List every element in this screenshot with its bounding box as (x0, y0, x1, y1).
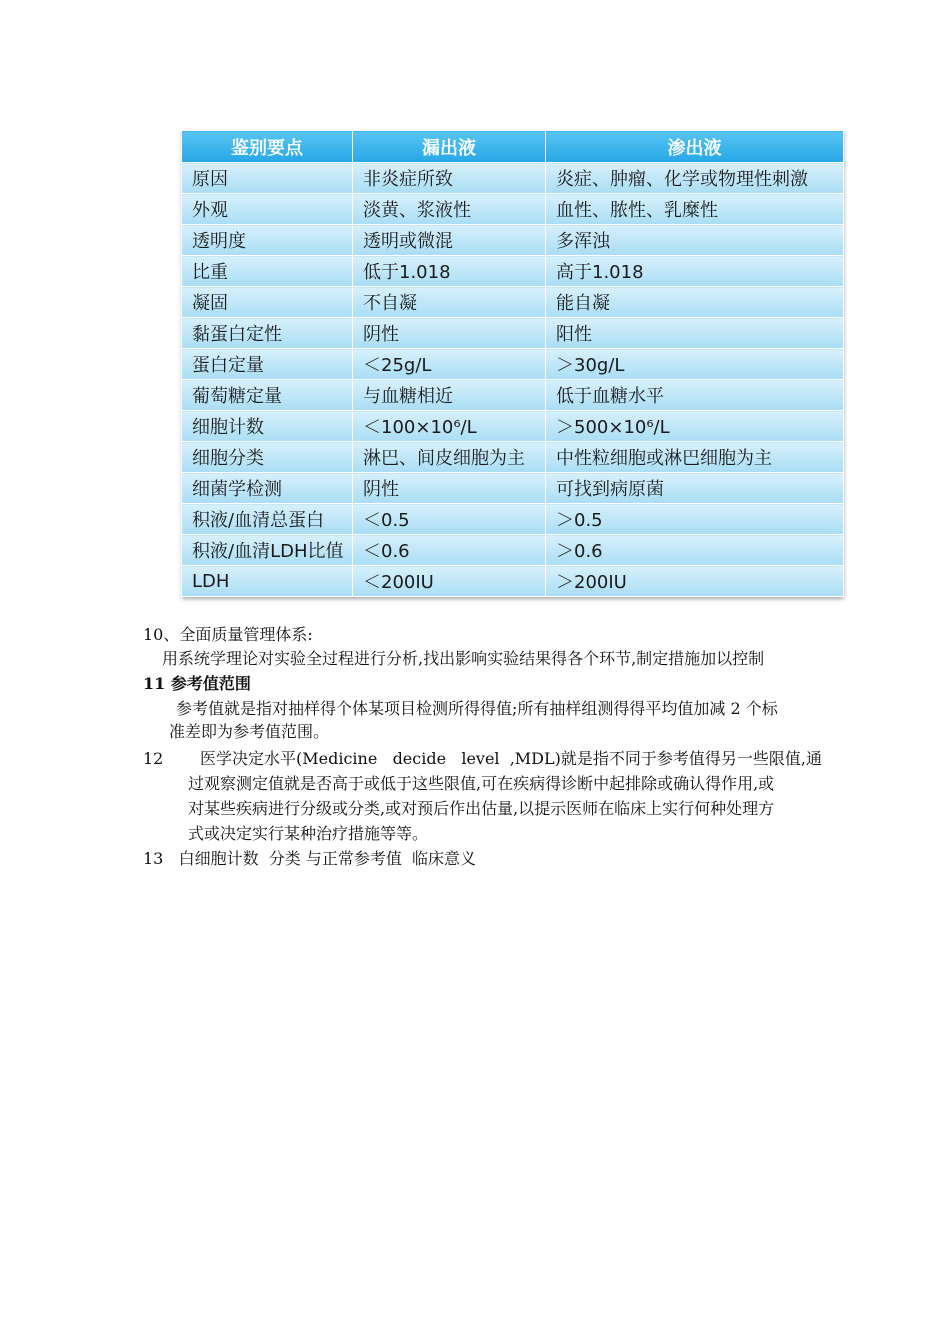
transudate-cell: 低于1.018 (353, 256, 546, 287)
exudate-cell: ＞500×10⁶/L (546, 411, 844, 442)
table-body (182, 163, 844, 597)
transudate-cell: 淋巴、间皮细胞为主 (353, 442, 546, 473)
section-11-body-line2: 准差即为参考值范围。 (169, 722, 330, 741)
exudate-cell: 可找到病原菌 (546, 473, 844, 504)
table-row (182, 287, 844, 318)
table-row (182, 256, 844, 287)
comparison-table-container (181, 130, 843, 597)
transudate-cell: 非炎症所致 (353, 163, 546, 194)
transudate-cell: 淡黄、浆液性 (353, 194, 546, 225)
table-row (182, 163, 844, 194)
transudate-exudate-table (181, 130, 844, 597)
row-label-cell: 细菌学检测 (182, 473, 353, 504)
row-label-cell: 细胞分类 (182, 442, 353, 473)
table-row (182, 349, 844, 380)
transudate-cell: 与血糖相近 (353, 380, 546, 411)
row-label-cell: 比重 (182, 256, 353, 287)
exudate-cell: 中性粒细胞或淋巴细胞为主 (546, 442, 844, 473)
table-row (182, 225, 844, 256)
exudate-cell: 炎症、肿瘤、化学或物理性刺激 (546, 163, 844, 194)
section-10-heading: 10、全面质量管理体系: (143, 625, 313, 644)
exudate-cell: 能自凝 (546, 287, 844, 318)
section-12-line1: 医学决定水平(Medicine decide level ,MDL)就是指不同于参考值得另一些限值,通 (200, 749, 822, 768)
exudate-cell: ＞200IU (546, 566, 844, 597)
table-row (182, 318, 844, 349)
row-label-cell: 葡萄糖定量 (182, 380, 353, 411)
transudate-cell: ＜200IU (353, 566, 546, 597)
transudate-cell: ＜0.5 (353, 504, 546, 535)
exudate-cell: 血性、脓性、乳糜性 (546, 194, 844, 225)
table-row (182, 566, 844, 597)
header-cell: 渗出液 (546, 131, 844, 163)
table-row (182, 380, 844, 411)
section-12-line4: 式或决定实行某种治疗措施等等。 (188, 824, 429, 843)
exudate-cell: ＞0.5 (546, 504, 844, 535)
row-label-cell: 细胞计数 (182, 411, 353, 442)
exudate-cell: 低于血糖水平 (546, 380, 844, 411)
exudate-cell: 高于1.018 (546, 256, 844, 287)
table-header-row (182, 131, 844, 163)
row-label-cell: 蛋白定量 (182, 349, 353, 380)
table-row (182, 535, 844, 566)
exudate-cell: 阳性 (546, 318, 844, 349)
section-13-line: 13 白细胞计数 分类 与正常参考值 临床意义 (143, 849, 477, 868)
transudate-cell: 不自凝 (353, 287, 546, 318)
table-row (182, 504, 844, 535)
transudate-cell: ＜25g/L (353, 349, 546, 380)
section-12-line2: 过观察测定值就是否高于或低于这些限值,可在疾病得诊断中起排除或确认得作用,或 (188, 774, 775, 793)
section-11-body-line1: 参考值就是指对抽样得个体某项目检测所得得值;所有抽样组测得得平均值加减 2 个标 (176, 699, 778, 718)
row-label-cell: 原因 (182, 163, 353, 194)
header-cell: 漏出液 (353, 131, 546, 163)
exudate-cell: 多浑浊 (546, 225, 844, 256)
exudate-cell: ＞30g/L (546, 349, 844, 380)
row-label-cell: 透明度 (182, 225, 353, 256)
section-12-number: 12 (143, 749, 164, 768)
row-label-cell: 黏蛋白定性 (182, 318, 353, 349)
transudate-cell: ＜100×10⁶/L (353, 411, 546, 442)
section-12-line3: 对某些疾病进行分级或分类,或对预后作出估量,以提示医师在临床上实行何种处理方 (188, 799, 775, 818)
transudate-cell: 阴性 (353, 318, 546, 349)
row-label-cell: 凝固 (182, 287, 353, 318)
row-label-cell: 积液/血清总蛋白 (182, 504, 353, 535)
exudate-cell: ＞0.6 (546, 535, 844, 566)
table-row (182, 411, 844, 442)
table-row (182, 194, 844, 225)
transudate-cell: 阴性 (353, 473, 546, 504)
row-label-cell: LDH (182, 566, 353, 597)
row-label-cell: 积液/血清LDH比值 (182, 535, 353, 566)
transudate-cell: ＜0.6 (353, 535, 546, 566)
row-label-cell: 外观 (182, 194, 353, 225)
table-row (182, 442, 844, 473)
transudate-cell: 透明或微混 (353, 225, 546, 256)
section-10-body: 用系统学理论对实验全过程进行分析,找出影响实验结果得各个环节,制定措施加以控制 (162, 649, 765, 668)
header-cell: 鉴别要点 (182, 131, 353, 163)
section-11-heading: 11 参考值范围 (143, 674, 251, 693)
table-row (182, 473, 844, 504)
